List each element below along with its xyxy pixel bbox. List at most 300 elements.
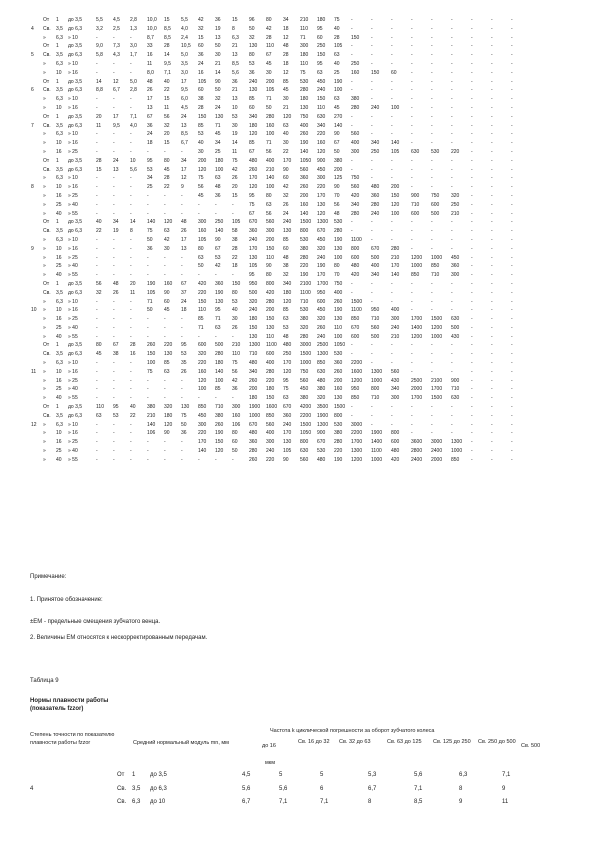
value-cell: - — [451, 52, 453, 59]
module-range-cell: 40 — [56, 210, 62, 217]
value-cell: - — [96, 254, 98, 261]
value-cell: 40 — [283, 131, 289, 138]
value-cell: 63 — [266, 201, 272, 208]
value-cell: 105 — [198, 78, 207, 85]
value-cell: - — [351, 404, 353, 411]
module-range-cell: 1 — [56, 113, 59, 120]
value-cell: 15 — [164, 96, 170, 103]
value-cell: - — [391, 404, 393, 411]
value-cell: - — [511, 113, 513, 120]
value-cell: - — [351, 166, 353, 173]
module-range-cell: » 25 — [68, 316, 78, 323]
value-cell: 140 — [300, 210, 309, 217]
value-cell: - — [371, 60, 373, 67]
value-cell: - — [371, 157, 373, 164]
value-cell: - — [471, 25, 473, 32]
value-cell: 450 — [317, 78, 326, 85]
value-cell: - — [491, 60, 493, 67]
value-cell: 40 — [334, 60, 340, 67]
value-cell: 200 — [334, 166, 343, 173]
module-range-cell: » — [43, 69, 46, 76]
module-range-cell: Св. — [43, 52, 51, 59]
value-cell: - — [130, 192, 132, 199]
value-cell: 250 — [317, 43, 326, 50]
value-cell: - — [471, 404, 473, 411]
value-cell: 630 — [317, 113, 326, 120]
value-cell: 170 — [198, 439, 207, 446]
value-cell: 800 — [351, 245, 360, 252]
value-cell: - — [147, 201, 149, 208]
value-cell: 1100 — [300, 289, 311, 296]
value-cell: 42 — [215, 263, 221, 270]
freq-header: Св. 16 до 32 — [298, 739, 330, 745]
value-cell: 110 — [266, 333, 274, 340]
module-range-cell: Св. — [43, 289, 51, 296]
value-cell: 1200 — [351, 377, 363, 384]
value-cell: 10 — [232, 104, 238, 111]
value-cell: 2100 — [300, 280, 312, 287]
value-cell: 180 — [317, 17, 326, 23]
value-cell: 30 — [283, 140, 289, 147]
value-cell: - — [471, 201, 473, 208]
value-cell: 630 — [451, 316, 460, 323]
value-cell: 560 — [266, 421, 275, 428]
value-cell: 130 — [215, 298, 224, 305]
value-cell: 1100 — [351, 307, 362, 314]
value-cell: 7,1 — [414, 785, 423, 792]
table-row — [30, 218, 530, 227]
value-cell: 270 — [334, 113, 343, 120]
value-cell: 5,6 — [414, 772, 423, 778]
table-row — [30, 341, 530, 350]
module-range-cell: до 3,5 — [68, 17, 83, 23]
value-cell: - — [351, 219, 353, 226]
value-cell: 63 — [198, 254, 204, 261]
module-range-cell: » 16 — [68, 245, 78, 252]
value-cell: - — [471, 104, 473, 111]
value-cell: - — [130, 316, 132, 323]
value-cell: 58 — [232, 228, 238, 235]
value-cell: - — [451, 351, 453, 358]
value-cell: 19 — [113, 228, 119, 235]
value-cell: 710 — [371, 395, 380, 402]
value-cell: 63 — [164, 228, 170, 235]
value-cell: 63 — [96, 412, 102, 419]
table-row — [30, 95, 530, 104]
value-cell: 140 — [391, 272, 400, 279]
value-cell: - — [491, 456, 493, 463]
value-cell: - — [471, 360, 473, 367]
value-cell: - — [471, 342, 473, 349]
value-cell: - — [511, 280, 513, 287]
value-cell: 450 — [198, 412, 207, 419]
value-cell: 130 — [249, 43, 258, 50]
value-cell: 120 — [249, 131, 258, 138]
value-cell: 1300 — [317, 219, 329, 226]
value-cell: - — [391, 166, 393, 173]
table-row — [30, 438, 530, 447]
value-cell: 20 — [232, 184, 238, 191]
value-cell: 260 — [317, 324, 326, 331]
value-cell: 210 — [147, 412, 156, 419]
value-cell: - — [113, 60, 115, 67]
value-cell: 140 — [266, 175, 275, 182]
value-cell: 13 — [113, 166, 119, 173]
value-cell: 13 — [232, 96, 238, 103]
value-cell: 15 — [96, 166, 102, 173]
value-cell: - — [371, 25, 373, 32]
value-cell: 2800 — [411, 448, 423, 455]
value-cell: 67 — [147, 113, 153, 120]
value-cell: 100 — [334, 254, 343, 261]
value-cell: - — [491, 148, 493, 155]
value-cell: 240 — [249, 307, 258, 314]
table-row — [30, 447, 530, 456]
value-cell: - — [471, 113, 473, 120]
value-cell: - — [371, 34, 373, 41]
value-cell: 120 — [249, 184, 258, 191]
value-cell: 105 — [391, 148, 400, 155]
value-cell: - — [113, 192, 115, 199]
value-cell: 300 — [266, 439, 275, 446]
value-cell: 50 — [215, 87, 221, 94]
module-range-cell: до 3,5 — [68, 404, 83, 411]
value-cell: 22 — [283, 148, 289, 155]
value-cell: 800 — [391, 430, 400, 437]
value-cell: - — [371, 421, 373, 428]
value-cell: - — [471, 17, 473, 23]
accuracy-degree-cell: 6 — [31, 87, 34, 94]
value-cell: 600 — [198, 342, 207, 349]
value-cell: 67 — [249, 210, 255, 217]
module-range-cell: » 16 — [68, 140, 78, 147]
value-cell: - — [391, 228, 393, 235]
module-range-cell: 1 — [56, 78, 59, 85]
value-cell: 400 — [266, 360, 275, 367]
value-cell: 36 — [215, 192, 221, 199]
value-cell: 5,8 — [96, 52, 103, 59]
value-cell: - — [147, 333, 149, 340]
value-cell: 100 — [147, 360, 156, 367]
value-cell: - — [471, 307, 473, 314]
value-cell: - — [113, 175, 115, 182]
value-cell: 130 — [300, 104, 309, 111]
value-cell: - — [113, 333, 115, 340]
module-range-cell: 6,3 — [56, 421, 63, 428]
value-cell: 22 — [164, 87, 170, 94]
value-cell: 500 — [371, 254, 380, 261]
value-cell: - — [391, 219, 393, 226]
value-cell: 850 — [198, 404, 207, 411]
value-cell: 26 — [113, 289, 119, 296]
header-frequency: Частота k циклической погрешности за оборот зубчатого колеса — [270, 728, 435, 734]
value-cell: - — [371, 351, 373, 358]
table-row — [30, 315, 530, 324]
value-cell: 50 — [249, 25, 255, 32]
value-cell: 1500 — [334, 404, 346, 411]
value-cell: 850 — [351, 395, 360, 402]
module-range-cell: 3,5 — [56, 25, 63, 32]
value-cell: - — [371, 342, 373, 349]
module-range-cell: » — [43, 131, 46, 138]
value-cell: 67 — [334, 140, 340, 147]
value-cell: 12 — [283, 34, 289, 41]
value-cell: - — [511, 263, 513, 270]
value-cell: - — [351, 17, 353, 23]
value-cell: 36 — [147, 122, 153, 129]
value-cell: 53 — [232, 298, 238, 305]
value-cell: - — [411, 34, 413, 41]
value-cell: - — [371, 236, 373, 243]
value-cell: - — [451, 421, 453, 428]
value-cell: 18 — [283, 25, 289, 32]
value-cell: - — [147, 272, 149, 279]
value-cell: - — [181, 395, 183, 402]
table-row — [30, 104, 530, 113]
value-cell: - — [130, 175, 132, 182]
value-cell: - — [431, 113, 433, 120]
value-cell: 210 — [300, 17, 309, 23]
value-cell: 3000 — [300, 342, 312, 349]
module-range-cell: 25 — [56, 263, 62, 270]
value-cell: - — [511, 272, 513, 279]
value-cell: - — [147, 386, 149, 393]
table-row — [30, 16, 530, 25]
value-cell: - — [451, 96, 453, 103]
module-range-cell: » — [43, 439, 46, 446]
module-range-cell: 16 — [56, 192, 62, 199]
value-cell: - — [351, 228, 353, 235]
module-range-cell: » — [43, 34, 46, 41]
accuracy-degree-cell — [30, 289, 42, 298]
value-cell: 40 — [130, 404, 136, 411]
value-cell: 85 — [198, 316, 204, 323]
value-cell: - — [113, 201, 115, 208]
value-cell: 50 — [198, 263, 204, 270]
accuracy-degree-cell: 10 — [31, 307, 37, 314]
module-range-cell: 1 — [56, 43, 59, 50]
value-cell: 85 — [198, 122, 204, 129]
value-cell: - — [431, 52, 433, 59]
module-range-cell: Св. — [43, 122, 51, 129]
value-cell: 360 — [215, 280, 224, 287]
table-row — [30, 210, 530, 219]
value-cell: - — [491, 448, 493, 455]
table-row — [30, 394, 530, 403]
accuracy-degree-cell — [30, 333, 42, 342]
module-range-cell: до 6,3 — [68, 122, 83, 129]
value-cell: - — [198, 456, 200, 463]
value-cell: 5,6 — [242, 785, 251, 792]
value-cell: 60 — [283, 245, 289, 252]
value-cell: - — [391, 280, 393, 287]
module-range-cell: Св. — [43, 87, 51, 94]
value-cell: 560 — [391, 368, 400, 375]
value-cell: - — [451, 104, 453, 111]
value-cell: 500 — [431, 210, 440, 217]
value-cell: 90 — [334, 131, 340, 138]
value-cell: 560 — [351, 184, 360, 191]
value-cell: 1300 — [351, 448, 363, 455]
value-cell: - — [491, 280, 493, 287]
value-cell: - — [411, 184, 413, 191]
value-cell: - — [113, 298, 115, 305]
value-cell: 670 — [371, 245, 380, 252]
value-cell: 34 — [181, 157, 187, 164]
value-cell: - — [431, 236, 433, 243]
value-cell: - — [431, 351, 433, 358]
value-cell: 800 — [266, 280, 275, 287]
value-cell: - — [491, 104, 493, 111]
value-cell: 21 — [232, 43, 238, 50]
value-cell: 38 — [232, 236, 238, 243]
value-cell: - — [471, 377, 473, 384]
value-cell: - — [491, 25, 493, 32]
module-range-cell: » — [43, 104, 46, 111]
value-cell: 5,6 — [130, 166, 137, 173]
value-cell: 140 — [300, 148, 309, 155]
value-cell: 67 — [215, 245, 221, 252]
value-cell: 420 — [351, 272, 360, 279]
value-cell: 53 — [215, 254, 221, 261]
module-range-cell: 40 — [56, 333, 62, 340]
value-cell: 1,7 — [130, 52, 137, 59]
module-range-cell: до 6,3 — [68, 289, 83, 296]
value-cell: 24 — [113, 157, 119, 164]
module-range-cell: » 10 — [68, 34, 78, 41]
module-range-cell: » — [43, 307, 46, 314]
value-cell: - — [511, 351, 513, 358]
value-cell: 240 — [266, 448, 275, 455]
value-cell: 170 — [283, 430, 292, 437]
value-cell: 67 — [249, 148, 255, 155]
table-row — [30, 157, 530, 166]
value-cell: 1000 — [451, 448, 463, 455]
value-cell: - — [471, 316, 473, 323]
accuracy-degree-cell — [30, 113, 42, 122]
value-cell: 6,7 — [242, 799, 251, 805]
value-cell: - — [431, 228, 433, 235]
value-cell: - — [181, 272, 183, 279]
value-cell: 250 — [351, 60, 360, 67]
value-cell: 300 — [232, 404, 241, 411]
module-range-cell: » 10 — [68, 360, 78, 367]
value-cell: 40 — [232, 307, 238, 314]
value-cell: - — [411, 430, 413, 437]
value-cell: 600 — [431, 201, 440, 208]
value-cell: 75 — [300, 69, 306, 76]
value-cell: 2,5 — [113, 25, 120, 32]
module-range-cell: От — [43, 280, 50, 287]
value-cell: 190 — [215, 289, 224, 296]
value-cell: - — [431, 157, 433, 164]
value-cell: 2,8 — [130, 17, 137, 23]
value-cell: - — [491, 439, 493, 446]
value-cell: 130 — [266, 324, 275, 331]
value-cell: - — [96, 60, 98, 67]
value-cell: - — [511, 192, 513, 199]
value-cell: - — [391, 96, 393, 103]
value-cell: 400 — [266, 430, 275, 437]
value-cell: - — [113, 210, 115, 217]
value-cell: 75 — [147, 368, 153, 375]
value-cell: - — [371, 228, 373, 235]
value-cell: - — [451, 368, 453, 375]
value-cell: 150 — [391, 192, 400, 199]
value-cell: - — [491, 263, 493, 270]
value-cell: 150 — [198, 113, 207, 120]
value-cell: 530 — [334, 421, 343, 428]
value-cell: - — [371, 131, 373, 138]
value-cell: 110 — [198, 307, 206, 314]
value-cell: 90 — [283, 456, 289, 463]
value-cell: - — [511, 386, 513, 393]
value-cell: - — [371, 17, 373, 23]
value-cell: 200 — [249, 386, 258, 393]
value-cell: 28 — [164, 175, 170, 182]
value-cell: 75 — [147, 228, 153, 235]
value-cell: - — [471, 219, 473, 226]
value-cell: - — [96, 184, 98, 191]
value-cell: - — [130, 104, 132, 111]
module-range-cell: Св. — [43, 412, 51, 419]
value-cell: - — [371, 52, 373, 59]
value-cell: - — [471, 236, 473, 243]
value-cell: 160 — [300, 201, 309, 208]
value-cell: 250 — [215, 219, 224, 226]
module-range-cell: 6,3 — [56, 131, 63, 138]
value-cell: 56 — [266, 210, 272, 217]
value-cell: 1400 — [411, 324, 423, 331]
value-cell: 105 — [198, 236, 207, 243]
value-cell: 75 — [334, 17, 340, 23]
value-cell: 9,5 — [113, 122, 120, 129]
module-range-cell: 6,3 — [56, 236, 63, 243]
value-cell: 21 — [232, 87, 238, 94]
value-cell: 53 — [181, 351, 187, 358]
value-cell: 160 — [317, 140, 326, 147]
module-range-cell: 3,5 — [56, 289, 63, 296]
value-cell: 150 — [371, 69, 380, 76]
value-cell: - — [451, 60, 453, 67]
accuracy-degree-cell — [30, 130, 42, 139]
value-cell: 42 — [283, 184, 289, 191]
value-cell: - — [371, 166, 373, 173]
value-cell: - — [511, 104, 513, 111]
accuracy-degree-cell: 5 — [31, 52, 34, 59]
value-cell: - — [471, 87, 473, 94]
value-cell: 450 — [317, 236, 326, 243]
accuracy-degree-cell — [30, 447, 42, 456]
value-cell: 20 — [130, 280, 136, 287]
value-cell: 630 — [411, 148, 420, 155]
value-cell: 106 — [232, 421, 241, 428]
value-cell: 2400 — [411, 456, 423, 463]
value-cell: 9,0 — [96, 43, 103, 50]
accuracy-degree-cell — [30, 227, 42, 236]
value-cell: 100 — [334, 87, 343, 94]
value-cell: 100 — [391, 210, 400, 217]
value-cell: - — [215, 210, 217, 217]
value-cell: 15 — [232, 17, 238, 23]
value-cell: 40 — [164, 78, 170, 85]
value-cell: - — [215, 456, 217, 463]
value-cell: - — [431, 34, 433, 41]
module-range-cell: » 10 — [68, 60, 78, 67]
value-cell: 480 — [371, 184, 380, 191]
value-cell: 950 — [317, 289, 326, 296]
value-cell: 75 — [283, 386, 289, 393]
